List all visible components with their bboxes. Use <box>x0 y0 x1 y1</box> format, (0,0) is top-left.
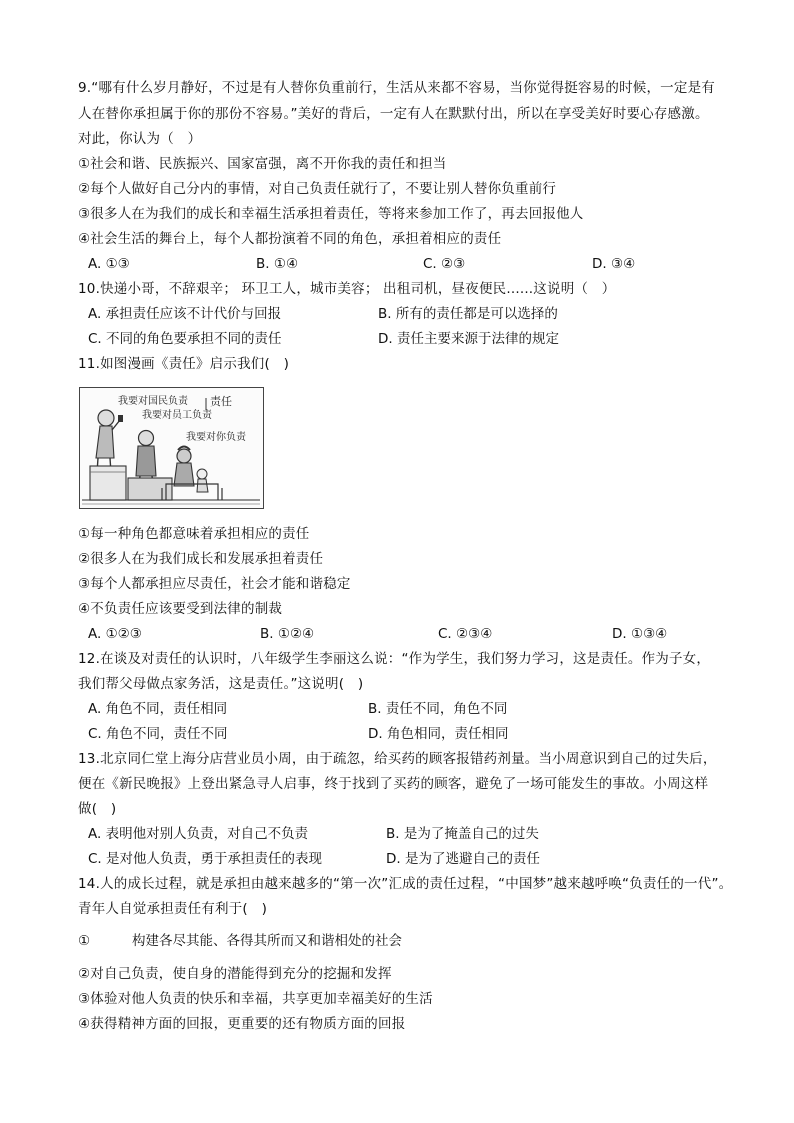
q14-item-4: ④获得精神方面的回报，更重要的还有物质方面的回报 <box>78 1016 406 1032</box>
q12-stem-line-2: 我们帮父母做点家务活，这是责任。”这说明( ) <box>78 676 364 692</box>
q9-stem-line-1: 9.“哪有什么岁月静好，不过是有人替你负重前行，生活从来都不容易，当你觉得挺容易的时候，一定是有 <box>78 80 715 96</box>
q14-stem-line-2: 青年人自觉承担责任有利于( ) <box>78 901 268 917</box>
q9-option-c: C. ②③ <box>423 256 466 272</box>
q12-option-c: C. 角色不同，责任不同 <box>88 726 228 742</box>
q14-item-1-number: ① <box>78 933 91 949</box>
q14-item-2: ②对自己负责，使自身的潜能得到充分的挖掘和发挥 <box>78 966 392 982</box>
q9-stem-line-2: 人在替你承担属于你的那份不容易。”美好的背后，一定有人在默默付出，所以在享受美好时要心存感激。 <box>78 106 709 122</box>
cartoon-caption-nation: 我要对国民负责 <box>118 396 188 407</box>
q11-option-b: B. ①②④ <box>260 626 315 642</box>
q11-item-1: ①每一种角色都意味着承担相应的责任 <box>78 526 310 542</box>
q11-item-3: ③每个人都承担应尽责任，社会才能和谐稳定 <box>78 576 351 592</box>
cartoon-title: 责任 <box>210 395 232 408</box>
q13-option-a: A. 表明他对别人负责，对自己不负责 <box>88 826 309 842</box>
q14-item-1-text: 构建各尽其能、各得其所而又和谐相处的社会 <box>132 933 402 949</box>
q14-stem-line-1: 14.人的成长过程，就是承担由越来越多的“第一次”汇成的责任过程，“中国梦”越来越呼唤“负责任的一代”。 <box>78 876 733 892</box>
q13-stem-line-3: 做( ) <box>78 801 117 817</box>
q10-option-b: B. 所有的责任都是可以选择的 <box>378 306 558 322</box>
q10-option-a: A. 承担责任应该不计代价与回报 <box>88 306 282 322</box>
q11-stem: 11.如图漫画《责任》启示我们( ) <box>78 356 290 372</box>
q12-stem-line-1: 12.在谈及对责任的认识时，八年级学生李丽这么说：“作为学生，我们努力学习，这是责任。作为子女， <box>78 651 711 667</box>
responsibility-cartoon <box>79 387 264 509</box>
q11-option-a: A. ①②③ <box>88 626 142 642</box>
q13-option-b: B. 是为了掩盖自己的过失 <box>386 826 539 842</box>
q11-item-2: ②很多人在为我们成长和发展承担着责任 <box>78 551 324 567</box>
q10-stem: 10.快递小哥，不辞艰辛； 环卫工人，城市美容； 出租司机，昼夜便民......这说明（ ） <box>78 281 616 297</box>
q11-option-c: C. ②③④ <box>438 626 493 642</box>
q10-option-d: D. 责任主要来源于法律的规定 <box>378 331 559 347</box>
q9-item-2: ②每个人做好自己分内的事情，对自己负责任就行了，不要让别人替你负重前行 <box>78 181 557 197</box>
q12-option-a: A. 角色不同，责任相同 <box>88 701 228 717</box>
q9-item-1: ①社会和谐、民族振兴、国家富强，离不开你我的责任和担当 <box>78 156 447 172</box>
q13-stem-line-1: 13.北京同仁堂上海分店营业员小周，由于疏忽，给买药的顾客报错药剂量。当小周意识到自己的过失后， <box>78 751 717 767</box>
q10-option-c: C. 不同的角色要承担不同的责任 <box>88 331 282 347</box>
q12-option-b: B. 责任不同，角色不同 <box>368 701 508 717</box>
q13-stem-line-2: 便在《新民晚报》上登出紧急寻人启事，终于找到了买药的顾客，避免了一场可能发生的事故。小周这样 <box>78 776 709 792</box>
q12-option-d: D. 角色相同，责任相同 <box>368 726 509 742</box>
q9-item-4: ④社会生活的舞台上，每个人都扮演着不同的角色，承担着相应的责任 <box>78 231 502 247</box>
q9-item-3: ③很多人在为我们的成长和幸福生活承担着责任，等将来参加工作了，再去回报他人 <box>78 206 584 222</box>
q9-option-d: D. ③④ <box>592 256 636 272</box>
q11-option-d: D. ①③④ <box>612 626 668 642</box>
q14-item-3: ③体验对他人负责的快乐和幸福，共享更加幸福美好的生活 <box>78 991 433 1007</box>
q9-option-a: A. ①③ <box>88 256 130 272</box>
cartoon-caption-you: 我要对你负责 <box>186 432 246 443</box>
q9-stem-line-3: 对此，你认为（ ） <box>78 131 202 147</box>
q13-option-d: D. 是为了逃避自己的责任 <box>386 851 540 867</box>
q11-item-4: ④不负责任应该要受到法律的制裁 <box>78 601 283 617</box>
q13-option-c: C. 是对他人负责，勇于承担责任的表现 <box>88 851 323 867</box>
q9-option-b: B. ①④ <box>256 256 299 272</box>
cartoon-caption-staff: 我要对员工负责 <box>142 410 212 421</box>
